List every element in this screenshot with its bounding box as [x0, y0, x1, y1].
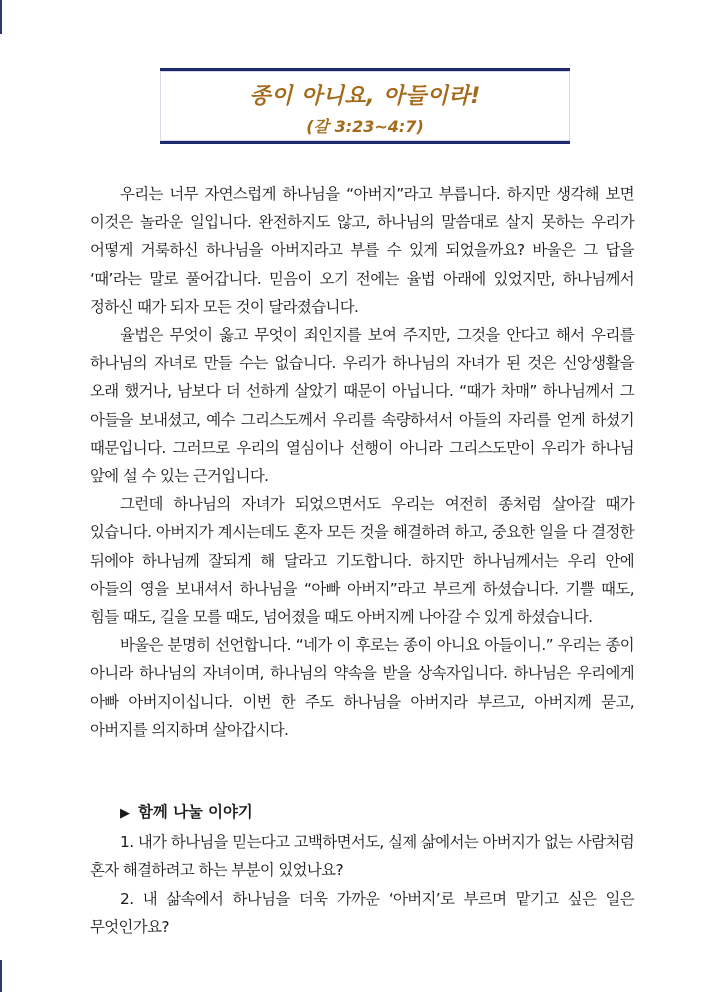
discussion-heading-text: 함께 나눌 이야기: [138, 803, 253, 821]
page-title: 종이 아니요, 아들이라!: [249, 84, 481, 109]
discussion-question-2: 2. 내 삶속에서 하나님을 더욱 가까운 ‘아버지’로 부르며 맡기고 싶은 일은 무엇인가요?: [90, 889, 634, 936]
page-edge-marker-bottom: [0, 960, 2, 992]
paragraph-3: 그런데 하나님의 자녀가 되었으면서도 우리는 여전히 종처럼 살아갈 때가 있습니다. 아버지가 계시는데도 혼자 모든 것을 해결하려 하고, 중요한 일을 다 결정한 뒤에야 하나님께 잘되게 해 달라고 기도합니다. 하지만 하나님께서는 우리 안에 아들의 영을 보내셔서 하나님을 “아빠 아버지”라고 부르게 하셨습니다. 기쁠 때도, 힘들 때도, 길을 모를 때도, 넘어졌을 때도 아버지께 나아갈 수 있게 하셨습니다.: [90, 495, 634, 627]
discussion-section: [90, 798, 634, 941]
triangle-bullet-icon: ▶: [120, 806, 130, 821]
paragraph-4: 바울은 분명히 선언합니다. “네가 이 후로는 종이 아니요 아들이니.” 우리는 종이 아니라 하나님의 자녀이며, 하나님의 약속을 받을 상속자입니다. 하나님은 우리에게 아빠 아버지이십니다. 이번 한 주도 하나님을 아버지라 부르고, 아버지께 묻고, 아버지를 의지하며 살아갑시다.: [90, 636, 634, 739]
paragraph-2: 율법은 무엇이 옳고 무엇이 죄인지를 보여 주지만, 그것을 안다고 해서 우리를 하나님의 자녀로 만들 수는 없습니다. 우리가 하나님의 자녀가 된 것은 신앙생활을 오래 했거나, 남보다 더 선하게 살았기 때문이 아닙니다. “때가 차매” 하나님께서 그 아들을 보내셨고, 예수 그리스도께서 우리를 속량하셔서 아들의 자리를 얻게 하셨기 때문입니다. 그러므로 우리의 열심이나 선행이 아니라 그리스도만이 우리가 하나님 앞에 설 수 있는 근거입니다.: [90, 326, 634, 486]
page-edge-marker-top: [0, 0, 2, 34]
discussion-question-1: 1. 내가 하나님을 믿는다고 고백하면서도, 실제 삶에서는 아버지가 없는 사람처럼 혼자 해결하려고 하는 부분이 있었나요?: [90, 833, 634, 880]
scripture-reference: (갈 3:23~4:7): [306, 117, 424, 136]
paragraph-1: 우리는 너무 자연스럽게 하나님을 “아버지”라고 부릅니다. 하지만 생각해 보면 이것은 놀라운 일입니다. 완전하지도 않고, 하나님의 말씀대로 살지 못하는 우리가 어떻게 거룩하신 하나님을 아버지라고 부를 수 있게 되었을까요? 바울은 그 답을 ‘때’라는 말로 풀어갑니다. 믿음이 오기 전에는 율법 아래에 있었지만, 하나님께서 정하신 때가 되자 모든 것이 달라졌습니다.: [90, 185, 634, 316]
discussion-heading: [90, 798, 634, 828]
sermon-body: [90, 180, 634, 744]
title-box: [160, 68, 570, 144]
